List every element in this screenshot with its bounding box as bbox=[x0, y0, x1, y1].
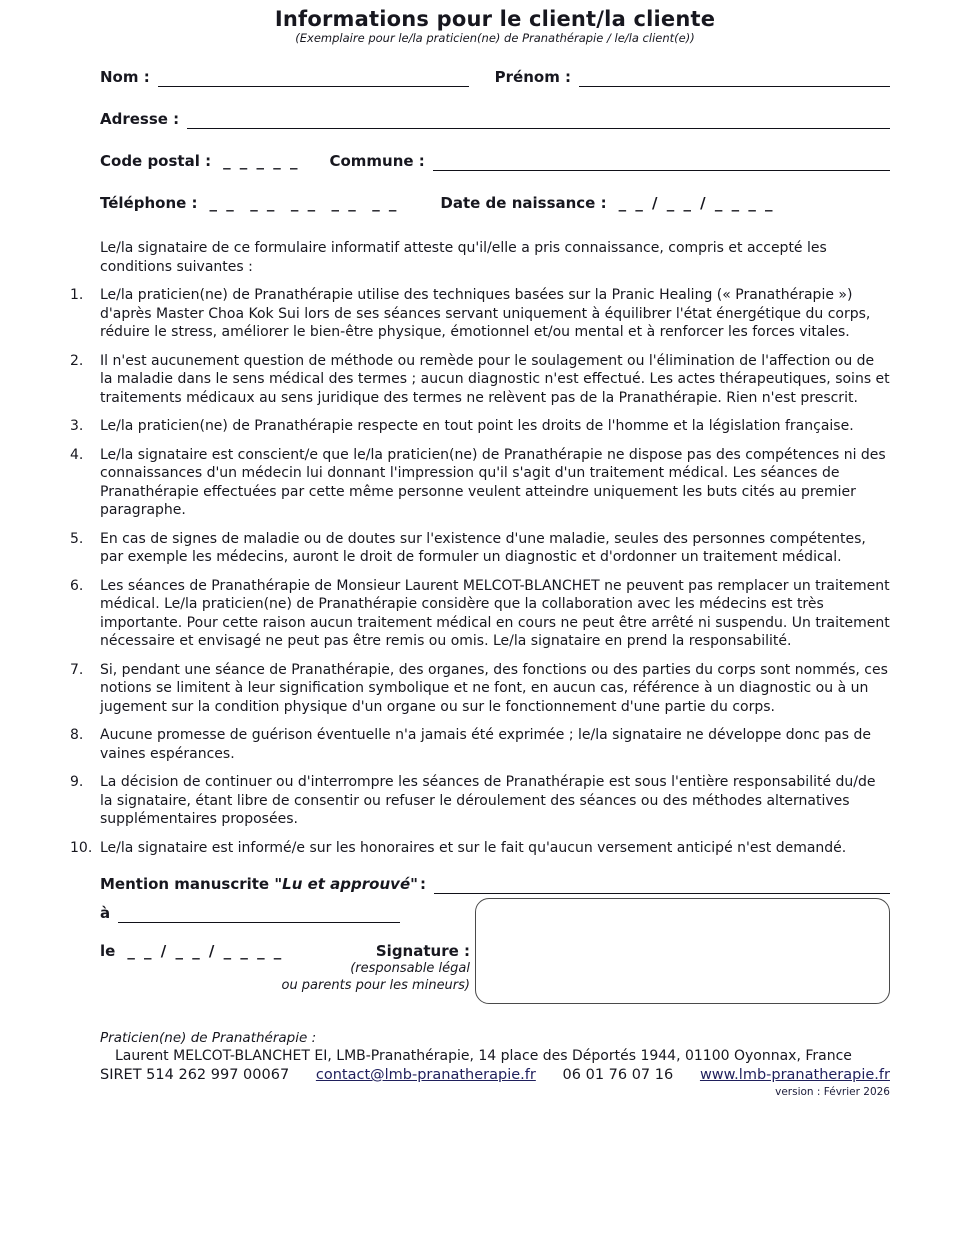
condition-number: 8. bbox=[70, 727, 84, 743]
condition-item-2 bbox=[70, 352, 890, 408]
date-naissance-placeholder: _ _ / _ _ / _ _ _ _ bbox=[618, 194, 775, 212]
signature-area bbox=[100, 904, 890, 1016]
condition-text: Le/la signataire est informé/e sur les honoraires et sur le fait qu'aucun versement anticipé n'est demandé. bbox=[100, 839, 847, 856]
condition-number: 4. bbox=[70, 446, 84, 463]
condition-number: 7. bbox=[70, 661, 84, 678]
signature-box bbox=[475, 898, 890, 1004]
condition-number: 1. bbox=[70, 287, 84, 303]
condition-item-10 bbox=[70, 839, 890, 858]
place-row bbox=[100, 904, 400, 923]
condition-number: 10. bbox=[70, 839, 93, 856]
a-label: à bbox=[100, 904, 111, 922]
footer bbox=[100, 1030, 890, 1099]
praticien-address: Laurent MELCOT-BLANCHET EI, LMB-Pranathérapie, 14 place des Déportés 1944, 01100 Oyonnax, France bbox=[115, 1048, 852, 1064]
code-postal-placeholder: _ _ _ _ _ bbox=[223, 152, 300, 170]
condition-number: 3. bbox=[70, 418, 84, 434]
phone-number: 06 01 76 07 16 bbox=[562, 1067, 674, 1083]
nom-label: Nom : bbox=[100, 68, 150, 86]
mention-row bbox=[100, 875, 890, 894]
adresse-label: Adresse : bbox=[100, 110, 180, 128]
adresse-field-line bbox=[187, 110, 890, 129]
condition-number: 5. bbox=[70, 530, 84, 547]
mention-colon: : bbox=[419, 875, 426, 893]
condition-text: Si, pendant une séance de Pranathérapie, des organes, des fonctions ou des parties du corps sont nommés, ces notions se limitent à leur signification symbolique et ne font, en aucun cas, référence à un diagnostic ou à un jugement sur la condition physique d'un organe ou sur le fonctionnement d'une partie du corps. bbox=[100, 661, 888, 715]
le-label: le bbox=[100, 942, 116, 960]
condition-text: Aucune promesse de guérison éventuelle n'a jamais été exprimée ; le/la signataire ne développe donc pas de vaines espérances. bbox=[100, 727, 871, 762]
version-label: version : Février 2026 bbox=[775, 1086, 890, 1098]
lu-et-approuve-quote: "Lu et approuvé" bbox=[274, 875, 418, 893]
website-link[interactable]: www.lmb-pranatherapie.fr bbox=[699, 1067, 890, 1083]
page-subtitle: (Exemplaire pour le/la praticien(ne) de Pranathérapie / le/la client(e)) bbox=[295, 31, 695, 45]
code-postal-label: Code postal : bbox=[100, 152, 212, 170]
condition-item-5 bbox=[70, 530, 890, 567]
condition-number: 9. bbox=[70, 774, 84, 790]
postal-commune-row bbox=[100, 151, 890, 171]
condition-item-1 bbox=[70, 286, 890, 342]
mention-manuscrite-label: Mention manuscrite bbox=[100, 875, 275, 893]
signature-note-line2: ou parents pour les mineurs) bbox=[281, 978, 470, 993]
signature-label-block bbox=[250, 942, 470, 994]
name-row bbox=[100, 67, 890, 87]
signature-note-line1: (responsable légal bbox=[350, 961, 470, 976]
condition-item-7 bbox=[70, 661, 890, 717]
condition-text: Le/la signataire est conscient/e que le/la praticien(ne) de Pranathérapie ne dispose pas des compétences ni des connaissances d'un médecin lui donnant l'impression qu'il s'agit d'un traitement médical. Les séances de Pranathérapie effectuées par cette même personne veulent atteindre uniquement les buts cités au premier paragraphe. bbox=[100, 446, 886, 518]
place-field-line bbox=[118, 904, 400, 923]
siret-number: SIRET 514 262 997 00067 bbox=[100, 1067, 290, 1083]
commune-field-line bbox=[433, 152, 890, 171]
condition-item-8 bbox=[70, 726, 890, 763]
condition-item-9 bbox=[70, 773, 890, 829]
condition-text: Le/la praticien(ne) de Pranathérapie respecte en tout point les droits de l'homme et la législation française. bbox=[100, 418, 854, 434]
condition-text: En cas de signes de maladie ou de doutes sur l'existence d'une maladie, seules des personnes compétentes, par exemple les médecins, auront le droit de formuler un diagnostic et d'ordonner un traitement médical. bbox=[100, 530, 866, 565]
prenom-label: Prénom : bbox=[494, 68, 572, 86]
conditions-list bbox=[70, 286, 890, 857]
condition-number: 6. bbox=[70, 577, 84, 594]
condition-number: 2. bbox=[70, 352, 84, 369]
condition-item-4 bbox=[70, 446, 890, 520]
email-link[interactable]: contact@lmb-pranatherapie.fr bbox=[315, 1067, 536, 1083]
intro-paragraph: Le/la signataire de ce formulaire informatif atteste qu'il/elle a pris connaissance, compris et accepté les conditions suivantes : bbox=[100, 240, 827, 275]
address-row bbox=[100, 109, 890, 129]
condition-text: Il n'est aucunement question de méthode ou remède pour le soulagement ou l'élimination de l'affection ou de la maladie dans le sens médical des termes ; aucun diagnostic n'est effectué. Les actes thérapeutiques, soins et traitements médicaux au sens juridique des termes ne relèvent pas de la Pranathérapie. Rien n'est prescrit. bbox=[100, 352, 890, 406]
page-title: Informations pour le client/la cliente bbox=[274, 7, 716, 31]
condition-item-3 bbox=[70, 417, 890, 436]
signature-label: Signature : bbox=[375, 942, 470, 960]
contact-row bbox=[100, 1066, 890, 1085]
praticien-label: Praticien(ne) de Pranathérapie : bbox=[100, 1030, 317, 1046]
telephone-label: Téléphone : bbox=[100, 194, 198, 212]
le-date-placeholder: _ _ / _ _ / _ _ _ _ bbox=[127, 942, 284, 960]
condition-text: La décision de continuer ou d'interrompre les séances de Pranathérapie est sous l'entière responsabilité du/de la signataire, étant libre de consentir ou refuser le déroulement des séances ou des méthodes alternatives supplémentaires proposées. bbox=[100, 774, 876, 827]
prenom-field-line bbox=[579, 68, 890, 87]
commune-label: Commune : bbox=[329, 152, 425, 170]
nom-field-line bbox=[158, 68, 469, 87]
mention-field-line bbox=[434, 875, 890, 894]
phone-birthdate-row bbox=[100, 193, 890, 213]
condition-text: Les séances de Pranathérapie de Monsieur Laurent MELCOT-BLANCHET ne peuvent pas remplacer un traitement médical. Le/la praticien(ne) de Pranathérapie considère que la collaboration avec les médecins est très importante. Pour cette raison aucun traitement médical en cours ne peut être arrêté ni suspendu. Un traitement nécessaire et envisagé ne peut pas être remis ou omis. Le/la signataire en prend la responsabilité. bbox=[100, 577, 890, 649]
telephone-placeholder: _ _ _ _ _ _ _ _ _ _ bbox=[209, 194, 399, 212]
condition-item-6 bbox=[70, 577, 890, 651]
date-naissance-label: Date de naissance : bbox=[440, 194, 607, 212]
condition-text: Le/la praticien(ne) de Pranathérapie utilise des techniques basées sur la Pranic Healing (« Pranathérapie ») d'après Master Choa Kok Sui lors de ses séances servant uniquement à équilibrer l'état énergétique du corps, réduire le stress, améliorer le bien-être physique, émotionnel et/ou mental et à renforcer les forces vitales. bbox=[100, 287, 871, 340]
